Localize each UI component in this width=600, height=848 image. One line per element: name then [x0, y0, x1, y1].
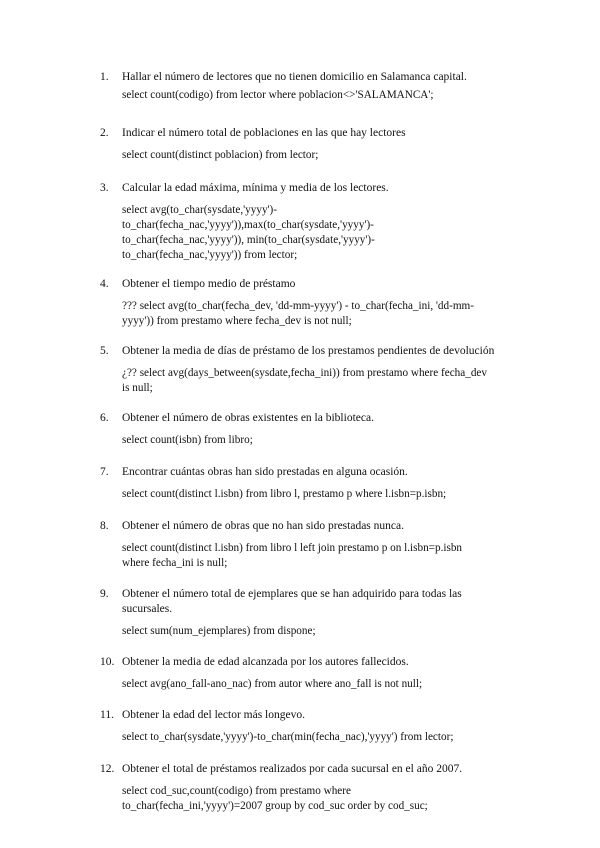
exercise-number: 9.: [100, 588, 109, 600]
exercise-answer: select count(codigo) from lector where poblacion<>'SALAMANCA';: [122, 89, 434, 101]
exercise-item-4: [100, 277, 520, 329]
exercise-question: Obtener el total de préstamos realizados por cada sucursal en el año 2007.: [122, 763, 463, 775]
exercise-item-10: [100, 655, 520, 692]
exercise-answer: ¿?? select avg(days_between(sysdate,fecha_ini)) from prestamo where fecha_dev is null;: [122, 367, 487, 394]
exercise-number: 3.: [100, 182, 109, 194]
exercise-answer: select count(isbn) from libro;: [122, 434, 253, 446]
exercise-question: Obtener la media de días de préstamo de los prestamos pendientes de devolución: [122, 345, 495, 357]
exercise-number: 7.: [100, 466, 109, 478]
exercise-number: 11.: [100, 709, 114, 721]
exercise-number: 1.: [100, 71, 109, 83]
exercise-answer: ??? select avg(to_char(fecha_dev, 'dd-mm-yyyy') - to_char(fecha_ini, 'dd-mm- yyyy')) from prestamo where fecha_dev is not null;: [122, 300, 474, 327]
exercise-number: 2.: [100, 127, 109, 139]
exercise-item-12: [100, 762, 520, 814]
exercise-item-3: [100, 181, 520, 263]
exercise-answer: select count(distinct poblacion) from lector;: [122, 149, 319, 161]
exercise-number: 5.: [100, 345, 109, 357]
exercise-item-1: [100, 70, 520, 103]
exercise-item-7: [100, 465, 520, 502]
exercise-answer: select cod_suc,count(codigo) from prestamo where to_char(fecha_ini,'yyyy')=2007 group by cod_suc order by cod_suc;: [122, 785, 428, 812]
exercise-question: Indicar el número total de poblaciones en las que hay lectores: [122, 127, 406, 139]
exercise-number: 6.: [100, 412, 109, 424]
exercise-question: Obtener la edad del lector más longevo.: [122, 709, 305, 721]
exercise-number: 12.: [100, 763, 115, 775]
exercise-item-9: [100, 587, 520, 639]
exercise-question: Encontrar cuántas obras han sido prestadas en alguna ocasión.: [122, 466, 408, 478]
exercise-question: Obtener el número de obras existentes en la biblioteca.: [122, 412, 374, 424]
exercise-number: 10.: [100, 656, 115, 668]
exercise-number: 8.: [100, 520, 109, 532]
exercise-answer: select to_char(sysdate,'yyyy')-to_char(min(fecha_nac),'yyyy') from lector;: [122, 731, 454, 743]
exercise-answer: select count(distinct l.isbn) from libro l, prestamo p where l.isbn=p.isbn;: [122, 488, 447, 500]
exercise-item-11: [100, 708, 520, 745]
exercise-question: Obtener el número total de ejemplares que se han adquirido para todas las sucursales.: [122, 588, 462, 615]
exercise-question: Obtener el número de obras que no han sido prestadas nunca.: [122, 520, 404, 532]
exercise-item-8: [100, 519, 520, 571]
exercise-question: Hallar el número de lectores que no tienen domicilio en Salamanca capital.: [122, 71, 467, 83]
exercise-question: Obtener la media de edad alcanzada por los autores fallecidos.: [122, 656, 409, 668]
exercise-answer: select avg(to_char(sysdate,'yyyy')- to_char(fecha_nac,'yyyy')),max(to_char(sysdate,'yyyy')- to_char(fecha_nac,'yyyy')), min(to_char(sysdate,'yyyy')- to_char(fecha_nac,'yyyy')) from lector;: [122, 204, 375, 261]
exercise-question: Obtener el tiempo medio de préstamo: [122, 278, 296, 290]
exercise-answer: select avg(ano_fall-ano_nac) from autor where ano_fall is not null;: [122, 678, 423, 690]
exercise-item-6: [100, 411, 520, 448]
exercise-answer: select count(distinct l.isbn) from libro l left join prestamo p on l.isbn=p.isbn where fecha_ini is null;: [122, 542, 463, 569]
exercise-item-2: [100, 126, 520, 163]
exercise-item-5: [100, 344, 520, 396]
exercise-number: 4.: [100, 278, 109, 290]
exercise-question: Calcular la edad máxima, mínima y media de los lectores.: [122, 182, 389, 194]
exercise-answer: select sum(num_ejemplares) from dispone;: [122, 625, 316, 637]
